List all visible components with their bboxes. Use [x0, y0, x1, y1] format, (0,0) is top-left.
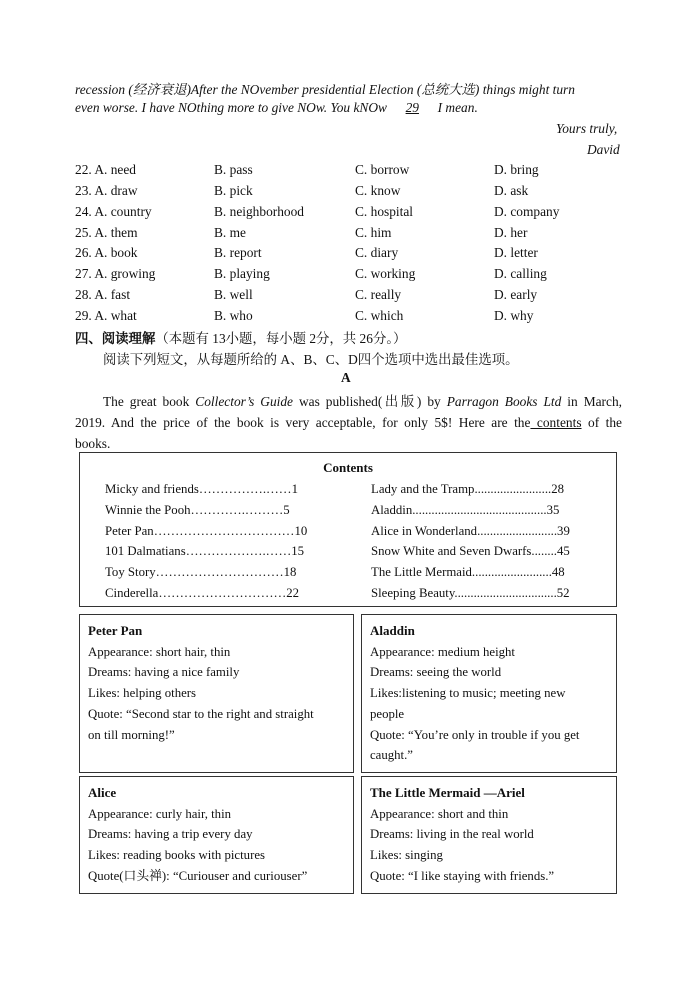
question-number: 22.	[75, 162, 92, 177]
toc-entry-name: Micky and friends	[105, 482, 199, 496]
passage-text: in March,	[561, 394, 622, 409]
option-row	[75, 245, 138, 261]
passage-line-2	[75, 412, 622, 433]
question-number: 23.	[75, 183, 92, 198]
passage-paragraph	[75, 391, 622, 454]
section-heading-title: 四、阅读理解	[75, 331, 156, 346]
card-peter-pan	[79, 614, 354, 773]
card-dreams: Dreams: having a trip every day	[88, 827, 253, 842]
option-b[interactable]: B. me	[214, 225, 246, 240]
card-quote-continued: caught.”	[370, 748, 413, 763]
option-a[interactable]: A. need	[94, 162, 137, 177]
toc-entry[interactable]	[105, 524, 307, 539]
option-d[interactable]: D. company	[494, 204, 560, 219]
letter-line-2-part-b: I mean.	[434, 100, 478, 115]
option-c[interactable]: C. borrow	[355, 162, 410, 177]
option-b[interactable]: B. who	[214, 308, 253, 323]
contents-box	[79, 452, 617, 607]
question-number: 28.	[75, 287, 92, 302]
question-number: 24.	[75, 204, 92, 219]
option-c[interactable]: C. working	[355, 266, 416, 281]
toc-leader: ……………………………	[153, 524, 295, 538]
toc-entry-name: Snow White and Seven Dwarfs	[371, 544, 532, 558]
toc-entry[interactable]	[105, 544, 304, 559]
toc-entry[interactable]	[371, 482, 564, 497]
option-a[interactable]: A. fast	[94, 287, 131, 302]
card-appearance: Appearance: curly hair, thin	[88, 806, 232, 821]
passage-text: was published(出版) by	[293, 394, 447, 409]
toc-entry[interactable]	[105, 565, 296, 580]
question-number: 27.	[75, 266, 92, 281]
toc-entry-name: Toy Story	[105, 565, 156, 579]
toc-page-number: 1	[291, 482, 299, 496]
option-c[interactable]: C. diary	[355, 245, 399, 260]
question-number: 29.	[75, 308, 92, 323]
toc-entry-name: The Little Mermaid	[371, 565, 472, 579]
option-c[interactable]: C. him	[355, 225, 392, 240]
option-c[interactable]: C. know	[355, 183, 401, 198]
option-b[interactable]: B. playing	[214, 266, 270, 281]
toc-entry-name: Peter Pan	[105, 524, 154, 538]
book-title: Collector’s Guide	[195, 394, 293, 409]
card-likes: Likes: helping others	[88, 686, 197, 701]
option-row	[75, 287, 130, 303]
passage-label: A	[341, 370, 351, 385]
letter-line-2	[75, 100, 478, 116]
option-d[interactable]: D. her	[494, 225, 528, 240]
card-dreams: Dreams: having a nice family	[88, 665, 240, 680]
toc-page-number: 18	[283, 565, 297, 579]
option-d[interactable]: D. calling	[494, 266, 547, 281]
toc-page-number: 22	[286, 586, 300, 600]
toc-entry[interactable]	[105, 482, 298, 497]
card-dreams: Dreams: living in the real world	[370, 827, 534, 842]
toc-leader: ................................	[454, 586, 557, 600]
question-number: 25.	[75, 225, 92, 240]
option-d[interactable]: D. ask	[494, 183, 529, 198]
option-row	[75, 183, 138, 199]
card-likes: Likes:listening to music; meeting new	[370, 686, 566, 701]
letter-line-1-part-a: recession (经济衰退)	[75, 82, 191, 97]
card-dreams: Dreams: seeing the world	[370, 665, 502, 680]
card-likes: Likes: singing	[370, 848, 443, 863]
toc-entry[interactable]	[371, 586, 570, 601]
letter-line-1-part-b: After the NOvember presidential Election (总统大选) things might turn	[190, 82, 575, 97]
toc-page-number: 28	[551, 482, 565, 496]
card-title: Peter Pan	[88, 623, 143, 638]
passage-text: The great book	[103, 394, 196, 409]
toc-entry[interactable]	[371, 524, 570, 539]
passage-line-1	[75, 391, 622, 412]
option-d[interactable]: D. early	[494, 287, 538, 302]
passage-line-3: books.	[75, 436, 111, 451]
option-c[interactable]: C. hospital	[355, 204, 414, 219]
card-quote: Quote: “Second star to the right and straight	[88, 706, 314, 721]
toc-page-number: 10	[294, 524, 308, 538]
option-a[interactable]: A. them	[94, 225, 138, 240]
card-title: The Little Mermaid —Ariel	[370, 785, 525, 800]
card-appearance: Appearance: short and thin	[370, 806, 509, 821]
option-c[interactable]: C. really	[355, 287, 402, 302]
blank-29[interactable]: 29	[405, 100, 419, 115]
card-quote: Quote: “You’re only in trouble if you get	[370, 727, 580, 742]
option-d[interactable]: D. why	[494, 308, 534, 323]
option-row	[75, 162, 136, 178]
publisher-name: Parragon Books Ltd	[446, 394, 562, 409]
option-a[interactable]: A. what	[94, 308, 137, 323]
option-d[interactable]: D. letter	[494, 245, 538, 260]
option-row	[75, 266, 155, 282]
toc-leader: ..........................................	[412, 503, 547, 517]
toc-page-number: 15	[291, 544, 305, 558]
card-title: Aladdin	[370, 623, 415, 638]
contents-link[interactable]: contents	[530, 415, 582, 430]
toc-entry-name: Alice in Wonderland	[371, 524, 478, 538]
card-appearance: Appearance: medium height	[370, 644, 515, 659]
option-b[interactable]: B. well	[214, 287, 253, 302]
card-quote-continued: on till morning!”	[88, 727, 175, 742]
toc-entry[interactable]	[105, 503, 290, 518]
card-likes-continued: people	[370, 706, 405, 721]
toc-entry[interactable]	[105, 586, 299, 601]
option-b[interactable]: B. report	[214, 245, 262, 260]
toc-leader: ........	[531, 544, 557, 558]
toc-entry-name: 101 Dalmatians	[105, 544, 186, 558]
toc-page-number: 48	[551, 565, 565, 579]
card-alice	[79, 776, 354, 894]
option-b[interactable]: B. pick	[214, 183, 253, 198]
card-likes: Likes: reading books with pictures	[88, 848, 265, 863]
option-a[interactable]: A. growing	[94, 266, 156, 281]
toc-leader: …………….……	[198, 482, 292, 496]
section-heading-note: （本题有 13小题，每小题 2分，共 26分。）	[155, 331, 407, 346]
toc-leader: ……………….……	[185, 544, 292, 558]
option-c[interactable]: C. which	[355, 308, 404, 323]
contents-title: Contents	[323, 460, 373, 475]
letter-line-2-part-a: even worse. I have NOthing more to give NOw. You kNOw	[75, 100, 391, 115]
card-title: Alice	[88, 785, 117, 800]
option-b[interactable]: B. pass	[214, 162, 253, 177]
card-appearance: Appearance: short hair, thin	[88, 644, 231, 659]
card-quote: Quote: “I like staying with friends.”	[370, 868, 555, 883]
letter-signature: David	[587, 142, 620, 157]
toc-entry[interactable]	[371, 565, 565, 580]
question-number: 26.	[75, 245, 92, 260]
toc-page-number: 39	[557, 524, 570, 538]
section-instruction: 阅读下列短文，从每题所给的 A、B、C、D四个选项中选出最佳选项。	[103, 352, 519, 367]
toc-leader: ........................	[474, 482, 552, 496]
toc-entry[interactable]	[371, 544, 570, 559]
option-row	[75, 308, 137, 324]
letter-line-1	[75, 79, 575, 98]
toc-entry[interactable]	[371, 503, 559, 518]
option-row	[75, 204, 152, 220]
toc-page-number: 35	[546, 503, 560, 517]
option-b[interactable]: B. neighborhood	[214, 204, 305, 219]
card-quote: Quote(口头禅): “Curiouser and curiouser”	[88, 868, 308, 883]
toc-entry-name: Winnie the Pooh	[105, 503, 191, 517]
card-aladdin	[361, 614, 617, 773]
toc-page-number: 52	[556, 586, 570, 600]
letter-closing: Yours truly,	[556, 121, 618, 136]
option-a[interactable]: A. country	[94, 204, 152, 219]
passage-text: 2019. And the price of the book is very acceptable, for only 5$! Here are the	[75, 415, 531, 430]
option-a[interactable]: A. draw	[94, 183, 138, 198]
option-row	[75, 225, 138, 241]
passage-text: of the	[581, 415, 622, 430]
toc-entry-name: Cinderella	[105, 586, 159, 600]
toc-entry-name: Aladdin	[371, 503, 413, 517]
toc-leader: …………………………	[155, 565, 284, 579]
toc-entry-name: Lady and the Tramp	[371, 482, 475, 496]
section-heading	[75, 328, 406, 347]
card-little-mermaid	[361, 776, 617, 894]
toc-leader: .........................	[477, 524, 558, 538]
toc-page-number: 5	[283, 503, 290, 517]
toc-leader: ………….………	[190, 503, 284, 517]
option-d[interactable]: D. bring	[494, 162, 539, 177]
option-a[interactable]: A. book	[94, 245, 138, 260]
toc-leader: …………………………	[158, 586, 287, 600]
toc-entry-name: Sleeping Beauty	[371, 586, 455, 600]
toc-page-number: 45	[557, 544, 570, 558]
toc-leader: .........................	[471, 565, 552, 579]
